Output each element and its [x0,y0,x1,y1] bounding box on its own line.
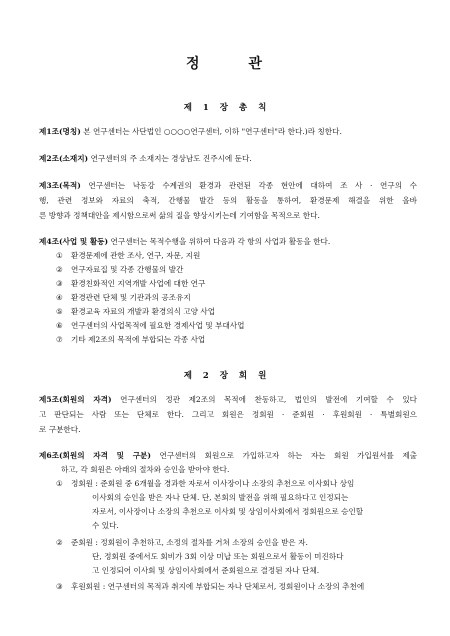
article-3-line-2: 행, 관련 정보와 자료의 축적, 간행물 발간 등의 활동을 통하여, 환경문제 해결을 위한 올바 [39,196,417,205]
item-number: ⑦ [56,335,63,344]
item-number: ① [56,479,63,488]
article-5-label: 제5조(회원의 자격) [39,395,112,404]
article-4-item [56,292,417,303]
item-number: ③ [56,582,63,591]
article-4-item [56,306,417,317]
item-text: 환경관련 단체 및 기관과의 공조유지 [71,293,191,302]
regular-member-line-2: 이사회의 승인을 받은 자나 단체. 단, 본회의 발전을 위해 필요하다고 인정되는 [92,493,349,502]
article-2-text: 연구센터의 주 소재지는 경상남도 진주시에 둔다. [88,154,252,163]
article-4-item [56,250,417,261]
article-6-line-2: 하고, 각 회원은 아래의 절차와 승인을 받아야 한다. [61,465,230,474]
article-6-label: 제6조(회원의 자격 및 구분) [39,451,151,460]
item-text: 환경교육 자료의 개발과 환경의식 고양 사업 [71,307,216,316]
regular-member-line-1 [56,478,417,489]
item-text: 후원회원 : 연구센터의 목적과 취지에 부합되는 자나 단체로서, 정회원이나 소장의 추천에 [71,582,365,591]
article-1-text: 본 연구센터는 사단법인 ○○○○연구센터, 이하 "연구센터"라 한다.)라 칭한다. [80,127,342,136]
item-number: ⑤ [56,307,63,316]
article-2 [39,153,417,164]
article-2-label: 제2조(소재지) [39,154,89,163]
article-4-label: 제4조(사업 및 활동) [39,237,109,246]
article-3-text: 연구센터는 낙동강 수계권의 환경과 관련된 각종 현안에 대하여 조 사 · 연구의 수 [80,181,417,190]
regular-member-line-3: 자로서, 이사장이나 소장의 추천으로 이사회 및 상임이사회에서 정회원으로 승인할 [92,507,364,516]
article-4-item [56,264,417,275]
article-6-line-1 [39,450,417,461]
article-3-line-3: 른 방향과 정책대안을 제시함으로써 삶의 질을 향상시키는데 기여함을 목적으로 한다. [39,211,320,220]
item-text: 기타 제2조의 목적에 부합되는 각종 사업 [71,335,206,344]
item-number: ② [56,538,63,547]
article-4-item [56,278,417,289]
article-5-text: 연구센터의 정관 제2조의 목적에 찬동하고, 법인의 발전에 기여할 수 있다 [111,395,417,404]
item-number: ⑥ [56,321,63,330]
item-text: 환경친화적인 지역개발 사업에 대한 연구 [71,279,206,288]
article-1-label: 제1조(명칭) [39,127,81,136]
regular-member-line-4: 수 있다. [92,521,119,530]
associate-member-line-3: 고 인정되어 이사회 및 상임이사회에서 준회원으로 결정된 자나 단체. [92,566,320,575]
associate-member-line-1 [56,537,417,548]
article-5-line-2: 고 판단되는 사람 또는 단체로 한다. 그리고 회원은 정회원 · 준회원 · 후원회원 · 특별회원으 [39,410,417,419]
item-text: 연구센터의 사업목적에 필요한 경제사업 및 부대사업 [71,321,245,330]
chapter-2-heading: 제 2 장 회 원 [183,371,267,381]
associate-member-line-2: 단, 정회원 중에서도 회비가 3회 이상 미납 또는 회원으로서 활동이 미진하다 [92,552,344,561]
item-text: 정회원 : 준회원 중 6개월을 경과한 자로서 이사장이나 소장의 추천으로 이사회나 상임 [71,479,355,488]
article-4-text: 연구센터는 목적수행을 위하여 다음과 각 항의 사업과 활동을 한다. [108,237,331,246]
item-number: ② [56,265,63,274]
item-number: ③ [56,279,63,288]
item-text: 연구자료집 및 각종 간행물의 발간 [71,265,184,274]
article-6-text: 연구센터의 회원으로 가입하고자 하는 자는 회원 가입원서를 제출 [151,451,417,460]
item-number: ① [56,251,63,260]
article-3-label: 제3조(목적) [39,181,81,190]
chapter-1-heading: 제 1 장 총 칙 [183,103,267,113]
article-4 [39,236,417,247]
item-number: ④ [56,293,63,302]
article-4-item [56,334,417,345]
document-title: 정 관 [186,56,264,72]
supporter-member-line-1 [56,581,417,592]
article-3-line-1 [39,180,417,191]
article-4-item [56,320,417,331]
article-5-line-1 [39,394,417,405]
item-text: 준회원 : 정회원이 추천하고, 소정의 절차를 거쳐 소장의 승인을 받은 자. [71,538,308,547]
article-1 [39,126,417,137]
article-5-line-3: 로 구분한다. [39,425,81,434]
item-text: 환경문제에 관한 조사, 연구, 자문, 지원 [71,251,201,260]
